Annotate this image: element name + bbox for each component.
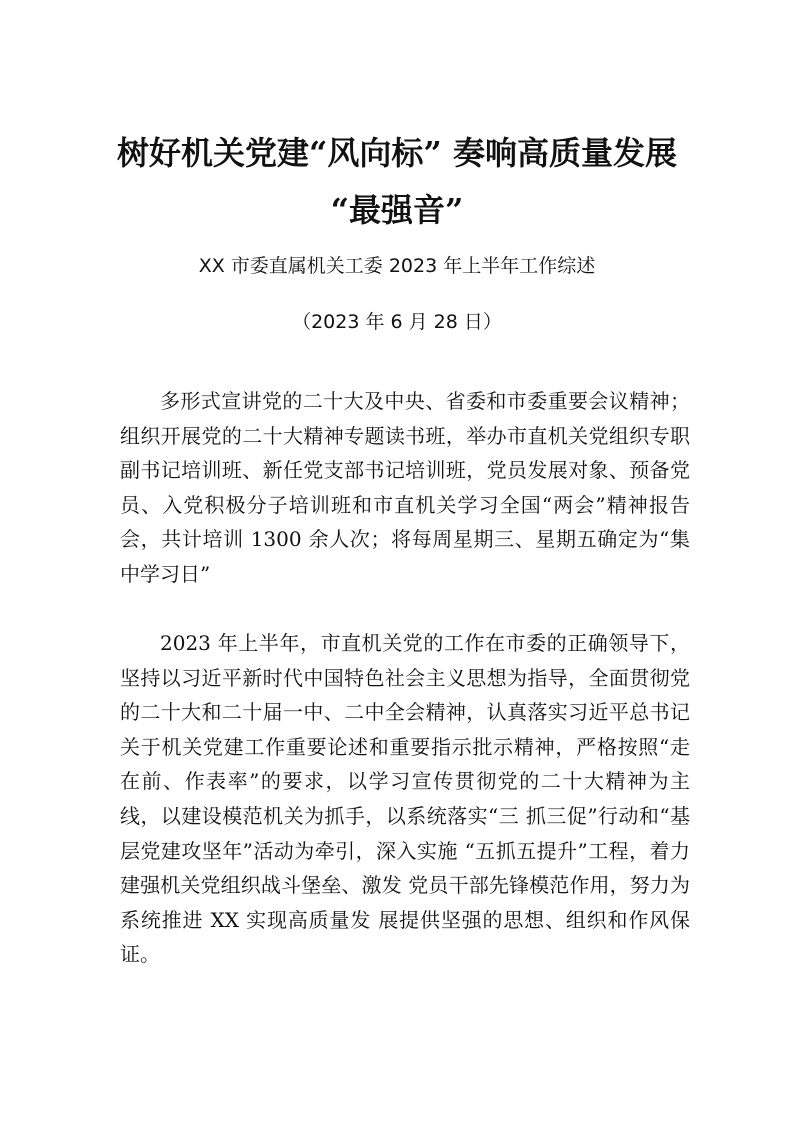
body-paragraph-2: 2023 年上半年，市直机关党的工作在市委的正确领导下，坚持以习近平新时代中国特色社会主义思想为指导，全面贯彻党的二十大和二十届一中、二中全会精神，认真落实习近平总书记关于机关党建工作重要论述和重要指示批示精神，严格按照“走在前、作表率”的要求，以学习宣传贯彻党的二十大精神为主线，以建设模范机关为抓手，以系统落实“三 抓三促”行动和“基层党建攻坚年”活动为牵引，深入实施 “五抓五提升”工程，着力建强机关党组织战斗堡垒、激发 党员干部先锋模范作用，努力为系统推进 XX 实现高质量发 展提供坚强的思想、组织和作风保证。 (120, 631, 690, 967)
document-subtitle: XX 市委直属机关工委 2023 年上半年工作综述 (198, 255, 596, 277)
document-title-line2: “最强音” (330, 191, 464, 229)
document-date: （2023 年 6 月 28 日） (292, 311, 502, 333)
document-title-line1: 树好机关党建“风向标” 奏响高质量发展 (117, 134, 677, 172)
body-paragraph-1: 多形式宣讲党的二十大及中央、省委和市委重要会议精神；组织开展党的二十大精神专题读书班，举办市直机关党组织专职副书记培训班、新任党支部书记培训班，党员发展对象、预备党员、入党积极分子培训班和市直机关学习全国“两会”精神报告会，共计培训 1300 余人次；将每周星期三、星期五确定为“集中学习日” (120, 389, 690, 586)
